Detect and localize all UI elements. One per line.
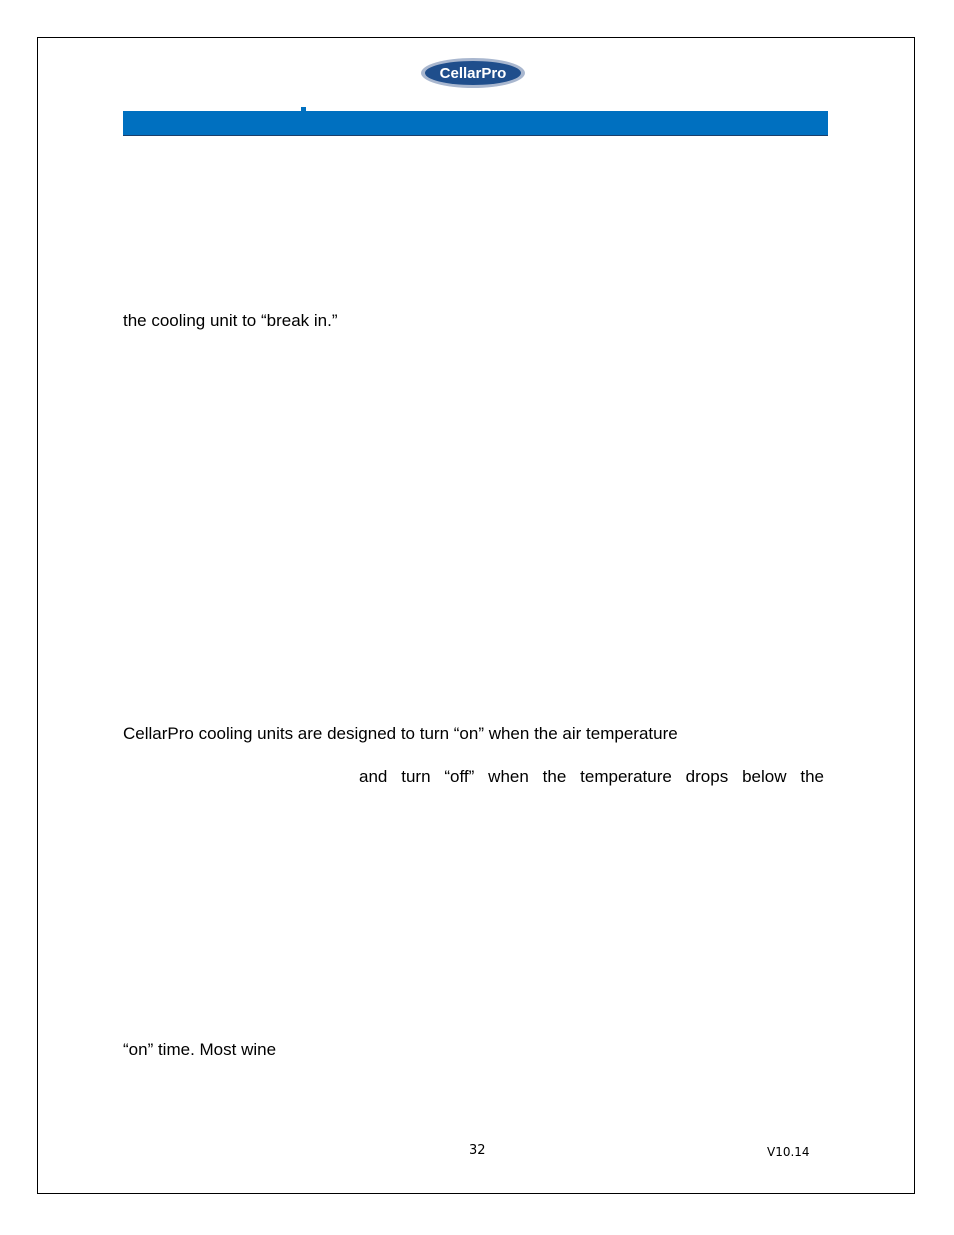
body-text-line: the cooling unit to “break in.” xyxy=(123,311,338,330)
version-label: V10.14 xyxy=(767,1145,810,1159)
body-text-line: and turn “off” when the temperature drops below the xyxy=(359,767,824,786)
body-text-line: “on” time. Most wine xyxy=(123,1040,277,1059)
body-text-line: CellarPro cooling units are designed to turn “on” when the air temperature xyxy=(123,724,678,743)
page-border xyxy=(37,37,915,1194)
cellarpro-logo xyxy=(420,57,526,89)
cellarpro-logo-graphic xyxy=(420,57,526,89)
logo-wordmark: CellarPro xyxy=(439,65,507,82)
page-number: 32 xyxy=(469,1143,486,1158)
section-header-bar xyxy=(123,111,828,136)
